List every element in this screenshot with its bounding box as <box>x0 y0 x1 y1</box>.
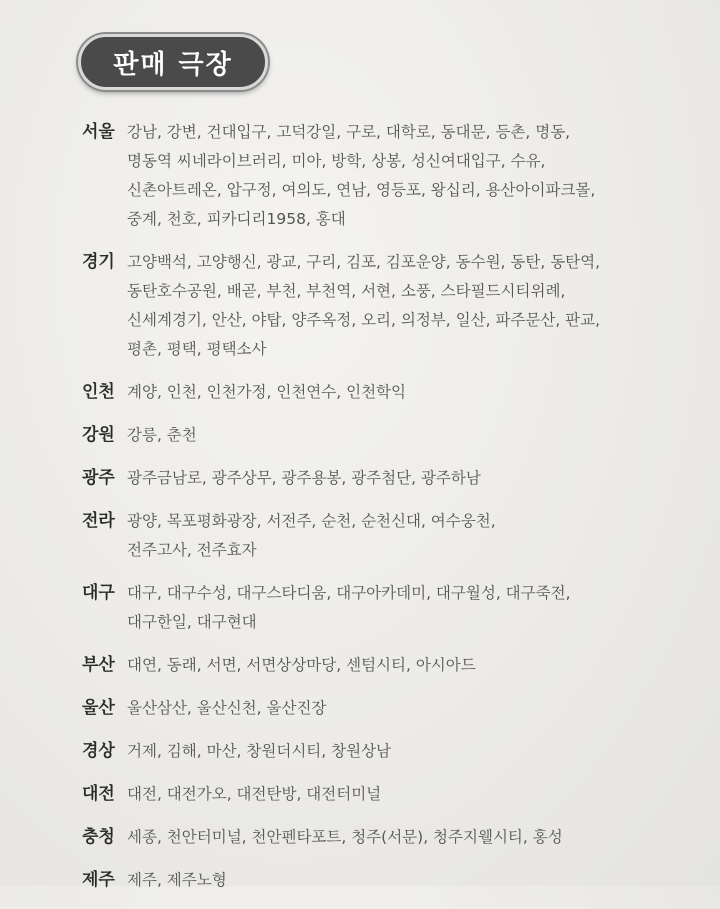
region-name: 제주 <box>82 870 115 890</box>
theater-list-line: 전주고사, 전주효자 <box>127 541 257 559</box>
region-name: 충청 <box>82 827 115 847</box>
theater-list-line: 제주, 제주노형 <box>127 871 227 889</box>
region-name: 광주 <box>82 468 115 488</box>
region-row <box>82 579 692 637</box>
theater-list-line: 세종, 천안터미널, 천안펜타포트, 청주(서문), 청주지웰시티, 홍성 <box>127 828 563 846</box>
theater-list-line: 계양, 인천, 인천가정, 인천연수, 인천학익 <box>127 383 406 401</box>
region-row <box>82 378 692 407</box>
region-row <box>82 464 692 493</box>
region-row <box>82 780 692 809</box>
region-theater-list <box>127 579 692 637</box>
theater-list-line: 고양백석, 고양행신, 광교, 구리, 김포, 김포운양, 동수원, 동탄, 동탄역, <box>127 253 601 271</box>
theater-list-line: 광주금남로, 광주상무, 광주용봉, 광주첨단, 광주하남 <box>127 469 481 487</box>
region-name: 경기 <box>82 252 115 272</box>
theater-list-line: 대연, 동래, 서면, 서면상상마당, 센텀시티, 아시아드 <box>127 656 476 674</box>
region-row <box>82 823 692 852</box>
theater-list-line: 동탄호수공원, 배곧, 부천, 부천역, 서현, 소풍, 스타필드시티위례, <box>127 282 566 300</box>
region-name: 전라 <box>82 511 115 531</box>
region-theater-list <box>127 378 692 407</box>
theater-list-line: 거제, 김해, 마산, 창원더시티, 창원상남 <box>127 742 392 760</box>
region-theater-list <box>127 118 692 234</box>
region-theater-list <box>127 823 692 852</box>
region-name: 울산 <box>82 698 115 718</box>
region-name: 부산 <box>82 655 115 675</box>
page-title: 판매 극장 <box>113 49 233 80</box>
theater-list-line: 강남, 강변, 건대입구, 고덕강일, 구로, 대학로, 동대문, 등촌, 명동, <box>127 123 571 141</box>
region-theater-list <box>127 464 692 493</box>
region-theater-list <box>127 507 692 565</box>
region-theater-list <box>127 866 692 895</box>
region-theater-list <box>127 421 692 450</box>
region-row <box>82 118 692 234</box>
theater-region-list <box>82 118 692 909</box>
theater-list-line: 강릉, 춘천 <box>127 426 197 444</box>
theater-list-line: 울산삼산, 울산신천, 울산진장 <box>127 699 327 717</box>
theater-list-line: 대구, 대구수성, 대구스타디움, 대구아카데미, 대구월성, 대구죽전, <box>127 584 571 602</box>
theater-list-line: 평촌, 평택, 평택소사 <box>127 340 267 358</box>
region-name: 대전 <box>82 784 115 804</box>
region-row <box>82 248 692 364</box>
region-row <box>82 866 692 895</box>
theater-list-line: 신세계경기, 안산, 야탑, 양주옥정, 오리, 의정부, 일산, 파주문산, 판교, <box>127 311 601 329</box>
page-title-badge <box>78 34 268 90</box>
region-name: 대구 <box>82 583 115 603</box>
region-name: 경상 <box>82 741 115 761</box>
region-row <box>82 421 692 450</box>
region-name: 서울 <box>82 122 115 142</box>
region-row <box>82 507 692 565</box>
region-name: 강원 <box>82 425 115 445</box>
region-theater-list <box>127 780 692 809</box>
theater-list-line: 대구한일, 대구현대 <box>127 613 257 631</box>
region-theater-list <box>127 651 692 680</box>
region-name: 인천 <box>82 382 115 402</box>
region-row <box>82 737 692 766</box>
theater-list-line: 광양, 목포평화광장, 서전주, 순천, 순천신대, 여수웅천, <box>127 512 496 530</box>
region-theater-list <box>127 694 692 723</box>
theater-list-line: 대전, 대전가오, 대전탄방, 대전터미널 <box>127 785 382 803</box>
theater-list-line: 중계, 천호, 피카디리1958, 홍대 <box>127 210 346 228</box>
theater-list-line: 신촌아트레온, 압구정, 여의도, 연남, 영등포, 왕십리, 용산아이파크몰, <box>127 181 596 199</box>
region-row <box>82 694 692 723</box>
region-theater-list <box>127 737 692 766</box>
theater-list-line: 명동역 씨네라이브러리, 미아, 방학, 상봉, 성신여대입구, 수유, <box>127 152 546 170</box>
region-row <box>82 651 692 680</box>
region-theater-list <box>127 248 692 364</box>
